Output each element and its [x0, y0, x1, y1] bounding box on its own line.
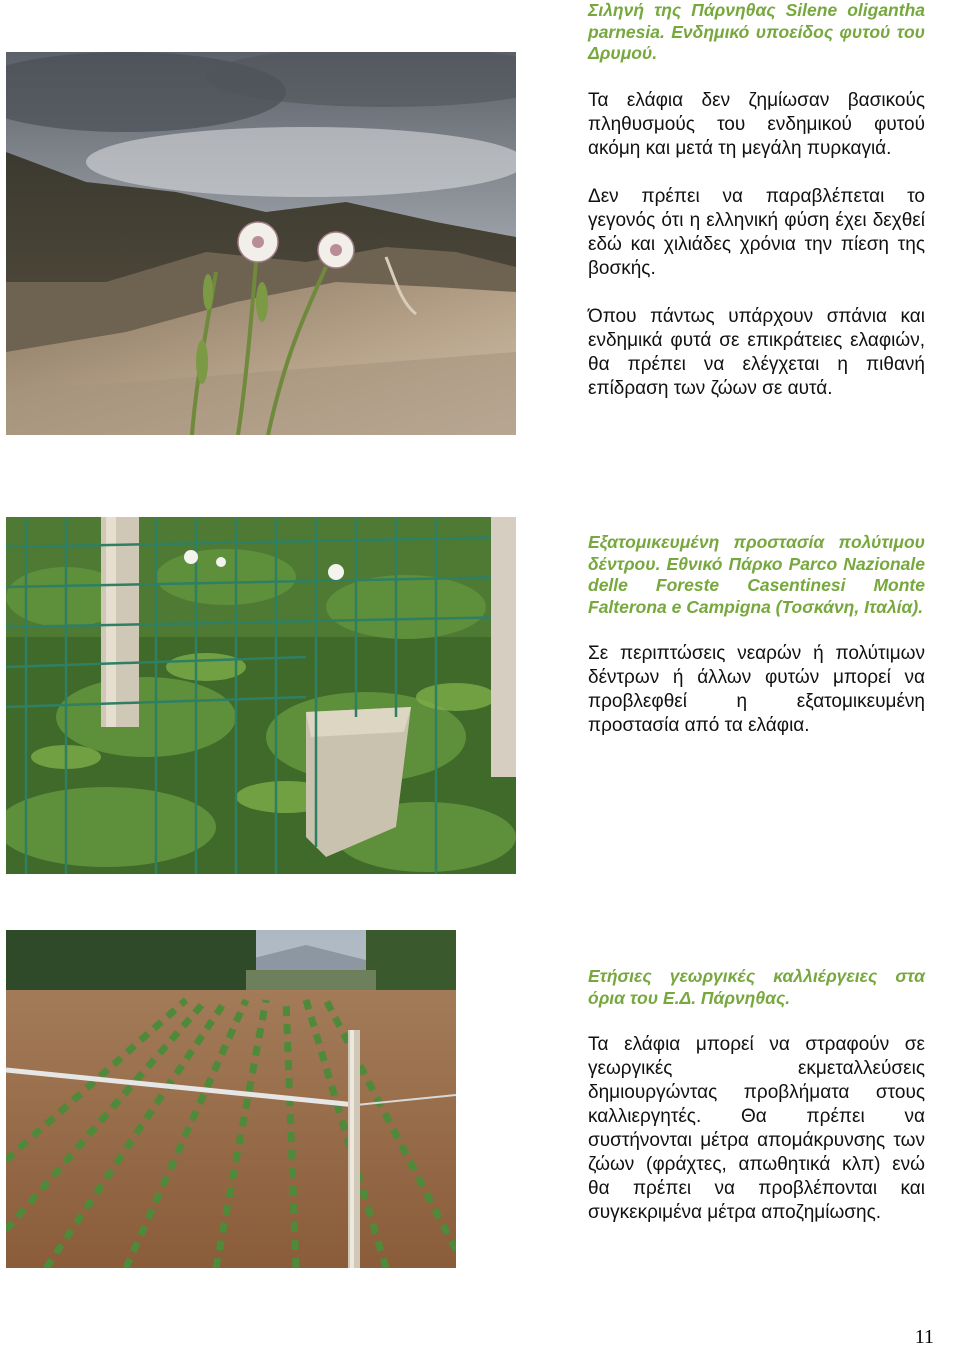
paragraph-crops: Τα ελάφια μπορεί να στραφούν σε γεωργικές εκμεταλλεύσεις δημιουργώντας προβλήματα στους καλλιεργητές. Θα πρέπει να συστήνονται μέτρα απομάκρυνσης των ζώων (φράχτες, απωθητικά κλπ) ενώ θα πρέπει να προβλέπονται και συγκεκριμένα μέτρα αποζημίωσης.: [588, 1034, 925, 1223]
paragraph-silene-3: Όπου πάντως υπάρχουν σπάνια και ενδημικά φυτά σε επικράτειες ελαφιών, θα πρέπει να ελέγχεται η πιθανή επίδραση των ζώων σε αυτά.: [588, 305, 925, 399]
section-tree-protection: [588, 532, 925, 738]
paragraph-silene-2: Δεν πρέπει να παραβλέπεται το γεγονός ότι η ελληνική φύση έχει δεχθεί εδώ και χιλιάδες χρόνια την πίεση της βοσκής.: [588, 185, 925, 279]
caption-silene: Σιληνή της Πάρνηθας Silene oligantha parnesia. Ενδημικό υποείδος φυτού του Δρυμού.: [588, 0, 925, 63]
page-number: 11: [914, 1326, 934, 1348]
section-silene: [588, 0, 925, 401]
caption-tree-protection: Εξατομικευμένη προστασία πολύτιμου δέντρου. Εθνικό Πάρκο Parco Nazionale delle Foreste Casentinesi Monte Falterona e Campigna (Τοσκάνη, Ιταλία).: [588, 532, 925, 617]
photo-silene-flower: [6, 52, 516, 435]
section-crops: [588, 966, 925, 1225]
paragraph-silene-1: Τα ελάφια δεν ζημίωσαν βασικούς πληθυσμούς του ενδημικού φυτού ακόμη και μετά τη μεγάλη πυρκαγιά.: [588, 89, 925, 159]
photo-protected-tree: [6, 517, 516, 874]
paragraph-tree-protection: Σε περιπτώσεις νεαρών ή πολύτιμων δέντρων ή άλλων φυτών μπορεί να προβλεφθεί η εξατομικευμένη προστασία από τα ελάφια.: [588, 643, 925, 736]
caption-crops: Ετήσιες γεωργικές καλλιέργειες στα όρια του Ε.Δ. Πάρνηθας.: [588, 966, 925, 1008]
photo-crop-field: [6, 930, 456, 1268]
